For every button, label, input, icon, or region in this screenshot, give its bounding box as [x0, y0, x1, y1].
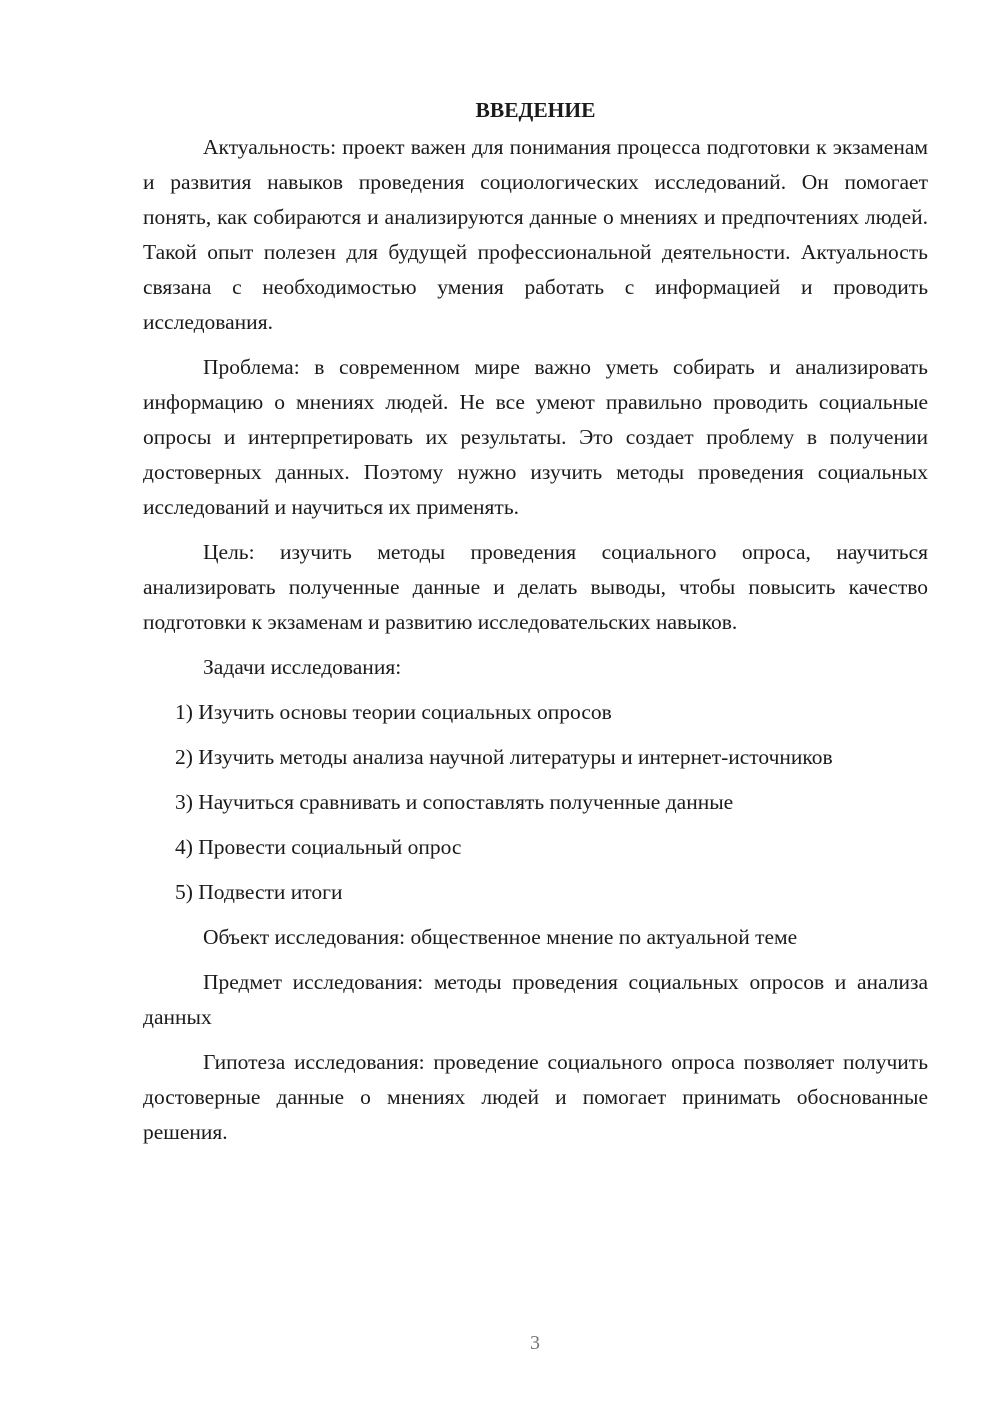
page-number: 3: [530, 1332, 540, 1354]
page-title: ВВЕДЕНИЕ: [475, 98, 596, 122]
task-item: 4) Провести социальный опрос: [175, 835, 462, 859]
task-item: 5) Подвести итоги: [175, 880, 343, 904]
relevance-paragraph: Актуальность: проект важен для понимания процесса подготовки к экзаменам и развития навыков проведения социологических исследований. Он помогает понять, как собираются и анализируются данные о мнениях и предпочтениях людей. Такой опыт полезен для будущей профессиональной деятельности. Актуальность связана с необходимостью умения работать с информацией и проводить исследования.: [143, 135, 928, 334]
problem-paragraph: Проблема: в современном мире важно уметь собирать и анализировать информацию о мнениях людей. Не все умеют правильно проводить социальные опросы и интерпретировать их результаты. Это создает проблему в получении достоверных данных. Поэтому нужно изучить методы проведения социальных исследований и научиться их применять.: [143, 355, 928, 519]
subject-paragraph: Предмет исследования: методы проведения социальных опросов и анализа данных: [143, 970, 928, 1029]
tasks-heading: Задачи исследования:: [203, 655, 402, 679]
goal-paragraph: Цель: изучить методы проведения социального опроса, научиться анализировать полученные данные и делать выводы, чтобы повысить качество подготовки к экзаменам и развитию исследовательских навыков.: [143, 540, 928, 634]
task-item: 3) Научиться сравнивать и сопоставлять полученные данные: [175, 790, 734, 814]
document-page: [143, 92, 928, 1160]
task-item: 2) Изучить методы анализа научной литературы и интернет-источников: [175, 745, 833, 769]
task-item: 1) Изучить основы теории социальных опросов: [175, 700, 612, 724]
hypothesis-paragraph: Гипотеза исследования: проведение социального опроса позволяет получить достоверные данные о мнениях людей и помогает принимать обоснованные решения.: [143, 1050, 928, 1144]
object-paragraph: Объект исследования: общественное мнение по актуальной теме: [203, 925, 798, 949]
